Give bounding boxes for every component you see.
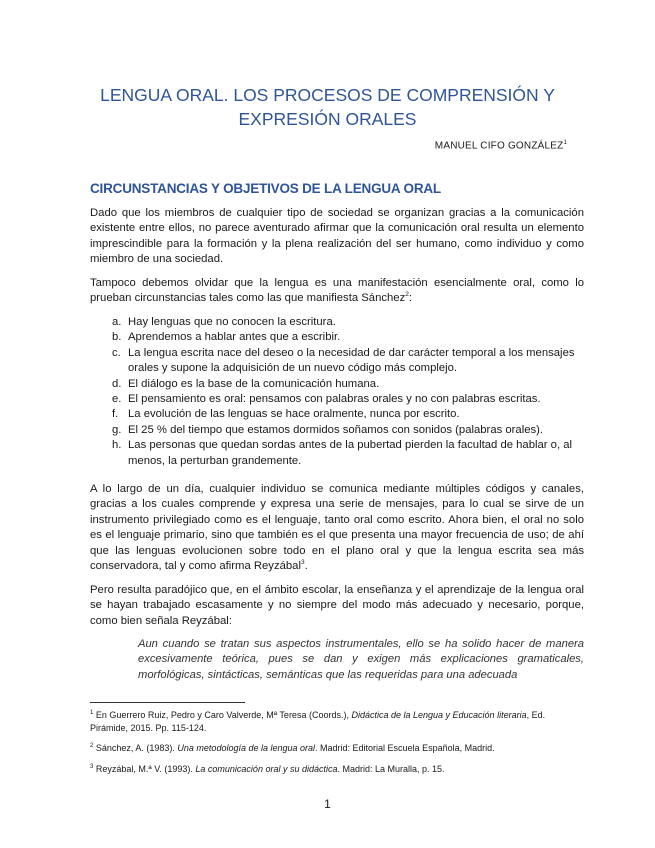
paragraph-2-end: : xyxy=(408,292,412,305)
list-marker: b. xyxy=(112,331,122,344)
footnote-2 xyxy=(90,740,584,755)
document-title: LENGUA ORAL. LOS PROCESOS DE COMPRENSIÓN Y EXPRESIÓN ORALES xyxy=(100,85,555,129)
list-item-text: El pensamiento es oral: pensamos con palabras orales y no con palabras escritas. xyxy=(128,393,541,406)
block-quote: Aun cuando se tratan sus aspectos instrumentales, ello se ha solido hacer de manera excesivamente teórica, pues se dan y exigen más explicaciones gramaticales, morfológicas, sintácticas, semánticas que las requeridas para una adecuada xyxy=(138,638,584,681)
list-item xyxy=(90,392,584,407)
footnote-title: La comunicación oral y su didáctica xyxy=(195,764,338,774)
page-number: 1 xyxy=(324,797,331,811)
footnote-1 xyxy=(90,707,584,735)
list-item xyxy=(90,315,584,330)
paragraph-1: Dado que los miembros de cualquier tipo de sociedad se organizan gracias a la comunicación existente entre ellos, no parece aventurado afirmar que la comunicación oral resulta un elemento imprescindible para la formación y la plena realización del ser humano, como individuo y como miembro de una sociedad. xyxy=(90,207,584,266)
list-marker: g. xyxy=(112,423,122,436)
footnote-text-end: . Madrid: Editorial Escuela Española, Madrid. xyxy=(315,743,495,753)
list-item-text: La lengua escrita nace del deseo o la necesidad de dar carácter temporal a los mensajes orales y supone la adquisición de un nuevo código más complejo. xyxy=(128,346,575,375)
footnote-title: Una metodología de la lengua oral xyxy=(177,743,316,753)
footnote-text-end: . Madrid: La Muralla, p. 15. xyxy=(337,764,445,774)
list-marker: f. xyxy=(112,408,119,421)
footnote-text: Sánchez, A. (1983). xyxy=(95,743,178,753)
paragraph-3-text: A lo largo de un día, cualquier individuo se comunica mediante múltiples códigos y canales, gracias a los cuales comprende y expresa una serie de mensajes, para lo cual se sirve de un instrumento privilegiado como es el lenguaje, tanto oral como escrito. Ahora bien, el oral no solo es el lenguaje primario, sino que también es el que presenta una mayor frecuencia de uso; de ahí que las lenguas evolucionen sobre todo en el plano oral y que la lengua escrita sea más conservadora, tal y como afirma Reyzábal xyxy=(90,483,584,573)
list-item xyxy=(90,346,584,377)
footnote-text: Reyzábal, M.ª V. (1993). xyxy=(95,764,196,774)
list-marker: c. xyxy=(112,346,121,359)
list-item xyxy=(90,407,584,422)
footnote-ref-2[interactable]: 2 xyxy=(405,291,409,299)
footnote-number: 2 xyxy=(90,743,94,749)
paragraph-3-end: . xyxy=(304,560,308,573)
list-marker: e. xyxy=(112,393,122,406)
list-item-text: El diálogo es la base de la comunicación humana. xyxy=(128,377,380,390)
paragraph-2-text: Tampoco debemos olvidar que la lengua es una manifestación esencialmente oral, como lo prueban circunstancias tales como las que manifiesta Sánchez xyxy=(90,277,584,305)
list-marker: h. xyxy=(112,439,122,452)
list-item xyxy=(90,438,584,469)
circumstances-list xyxy=(90,315,584,469)
footnote-title: Didáctica de la Lengua y Educación literaria xyxy=(351,710,527,720)
paragraph-3 xyxy=(90,482,584,574)
list-item xyxy=(90,423,584,438)
footnote-text-end: , Ed. Pirámide, 2015. Pp. 115-124. xyxy=(90,710,546,733)
footnote-number: 1 xyxy=(90,710,94,716)
list-item-text: Hay lenguas que no conocen la escritura. xyxy=(128,316,336,328)
footnote-separator xyxy=(90,702,245,703)
author-name: MANUEL CIFO GONZÁLEZ xyxy=(434,140,564,152)
list-item-text: La evolución de las lenguas se hace oralmente, nunca por escrito. xyxy=(128,408,460,421)
section-heading: CIRCUNSTANCIAS Y OBJETIVOS DE LA LENGUA ORAL xyxy=(90,181,441,196)
author-line xyxy=(435,140,567,151)
list-item xyxy=(90,377,584,392)
footnote-3 xyxy=(90,761,584,776)
paragraph-2 xyxy=(90,276,584,307)
footnote-ref-3[interactable]: 3 xyxy=(300,559,305,567)
footnote-number: 3 xyxy=(90,764,94,770)
list-marker: a. xyxy=(112,316,122,328)
list-item xyxy=(90,330,584,345)
list-item-text: Las personas que quedan sordas antes de la pubertad pierden la facultad de hablar o, al menos, la perturban grandemente. xyxy=(128,439,573,467)
paragraph-4: Pero resulta paradójico que, en el ámbito escolar, la enseñanza y el aprendizaje de la lengua oral se hayan trabajado escasamente y no siempre del modo más adecuado y necesario, porque, como bien señala Reyzábal: xyxy=(90,584,584,627)
author-footnote-ref[interactable]: 1 xyxy=(563,140,567,146)
list-item-text: Aprendemos a hablar antes que a escribir. xyxy=(128,331,341,344)
list-marker: d. xyxy=(112,377,122,390)
footnote-text: En Guerrero Ruiz, Pedro y Caro Valverde, Mª Teresa (Coords.), xyxy=(95,710,352,720)
list-item-text: El 25 % del tiempo que estamos dormidos soñamos con sonidos (palabras orales). xyxy=(128,423,544,436)
